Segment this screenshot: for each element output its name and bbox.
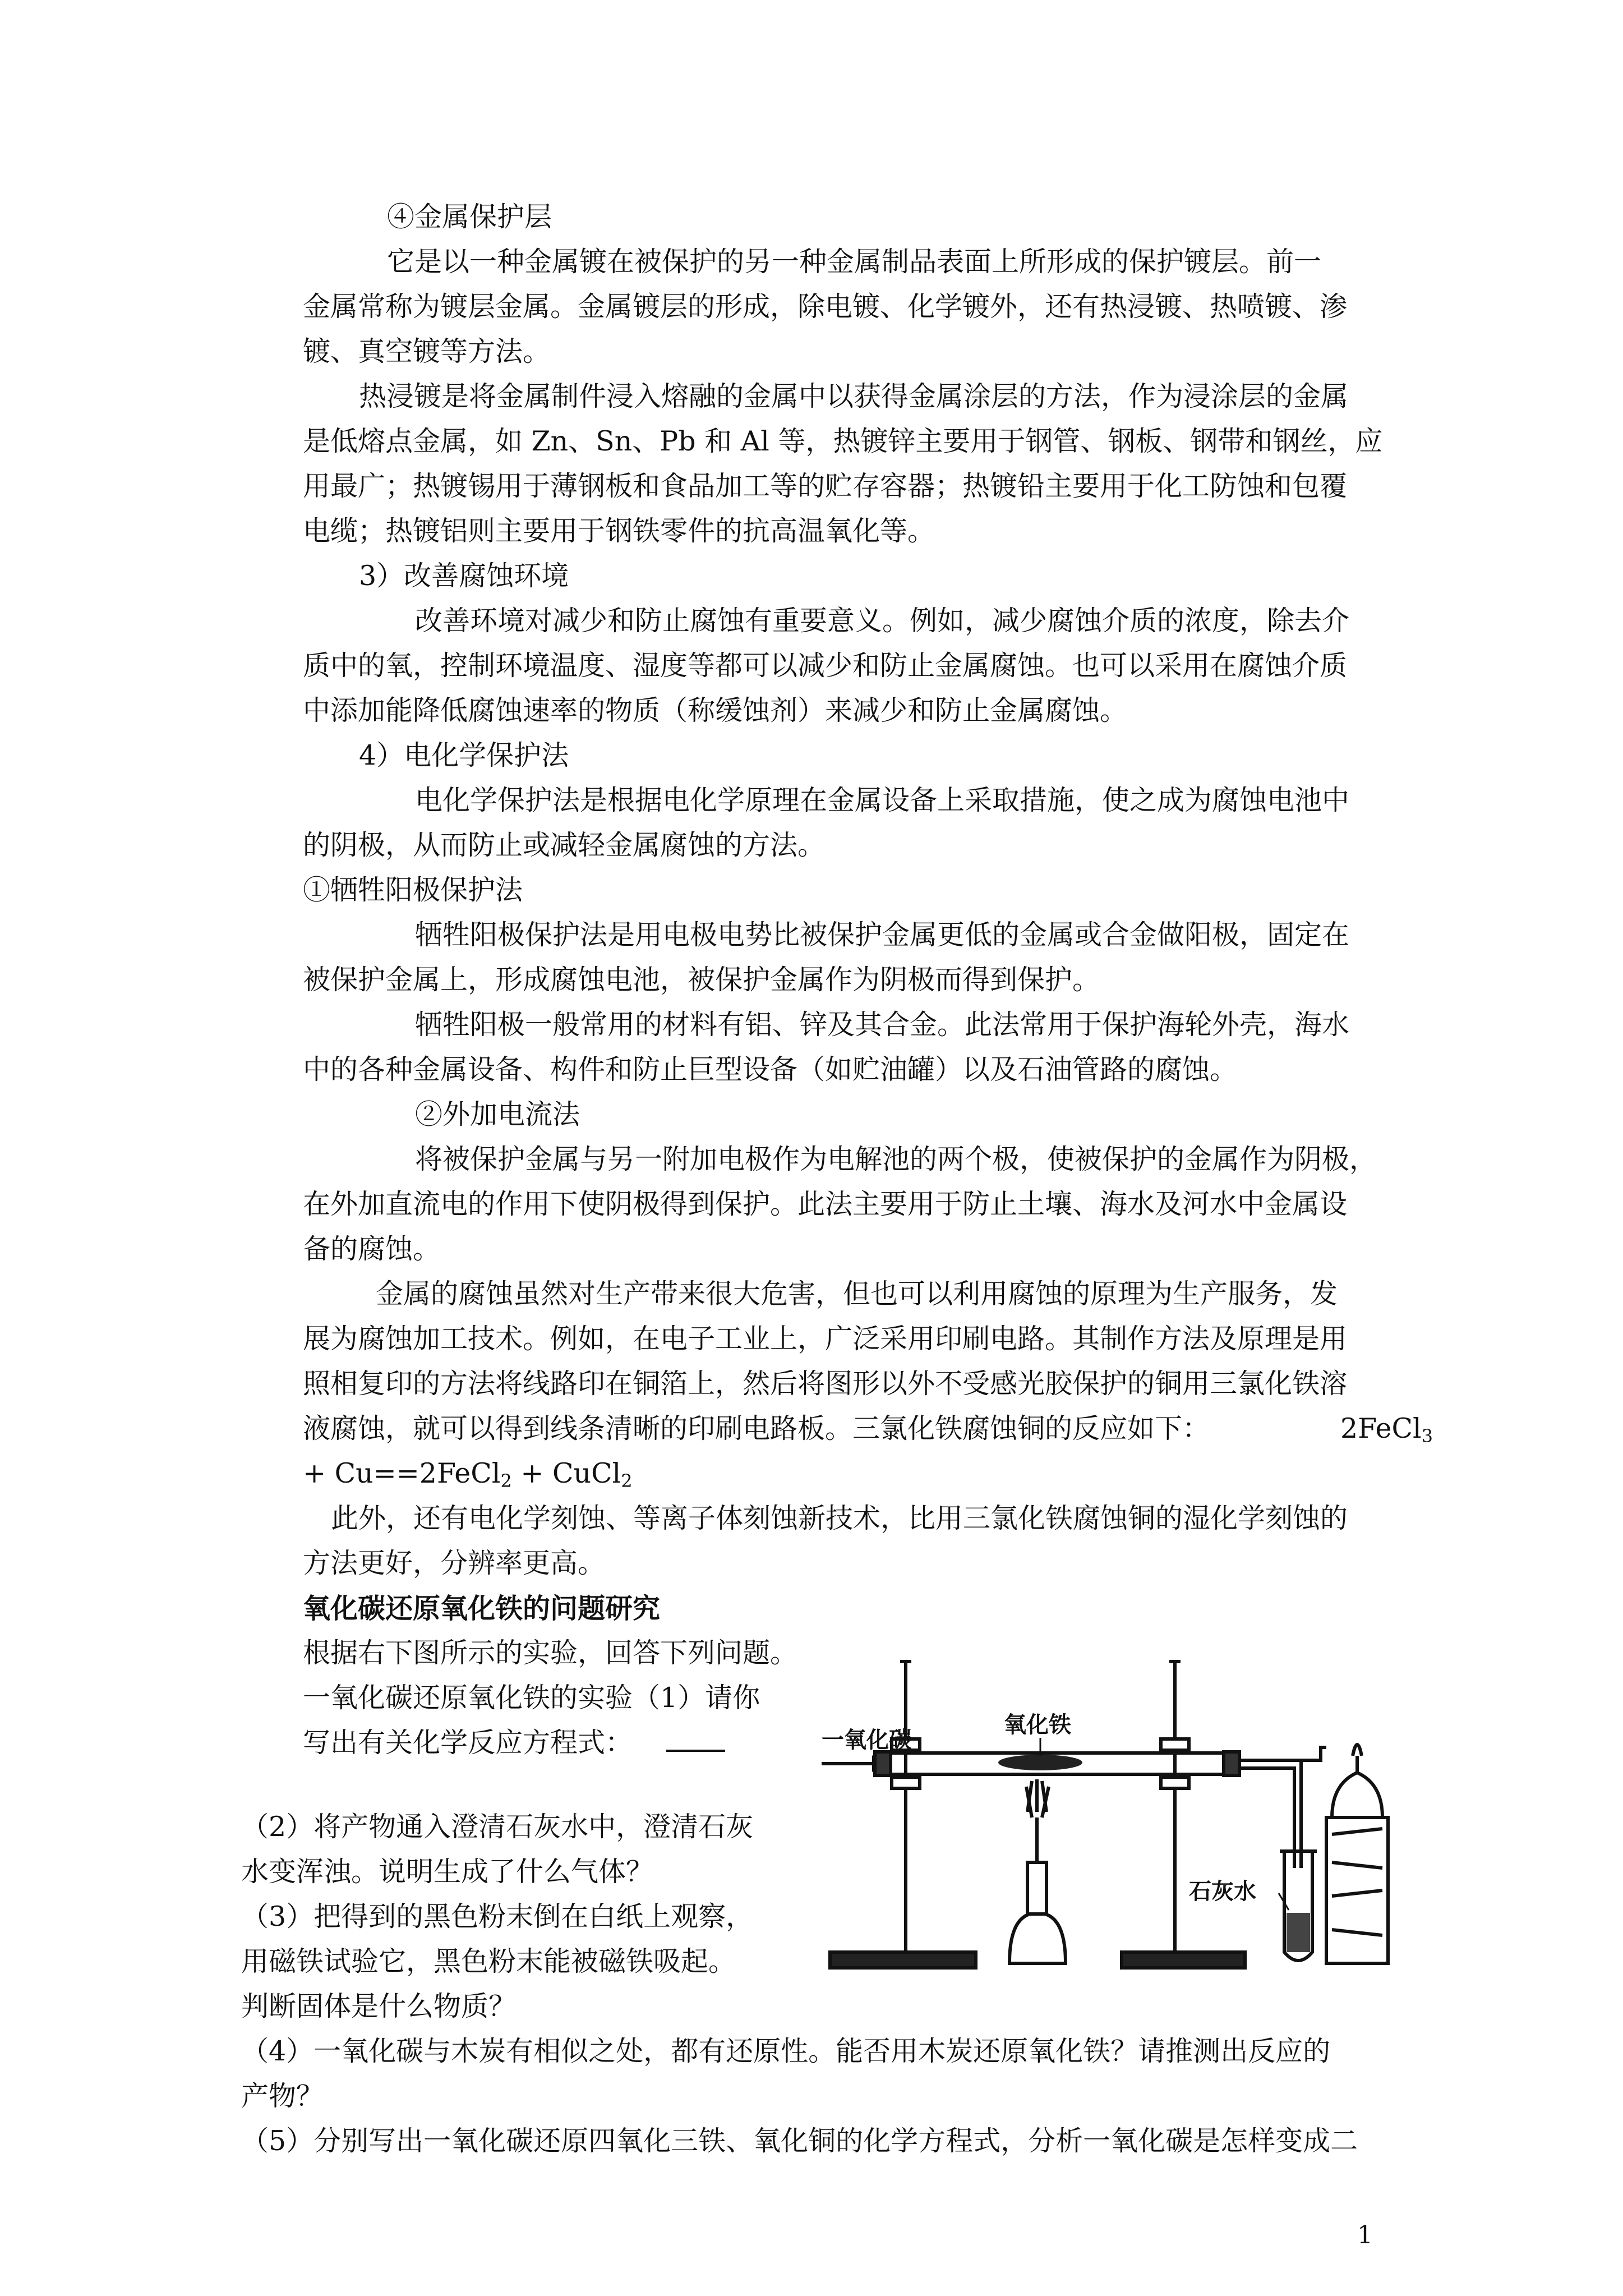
question-1-line: 一氧化碳还原氧化铁的实验（1）请你 [303,1682,760,1714]
section-title: 氧化碳还原氧化铁的问题研究 [303,1592,661,1625]
question-1-line: 写出有关化学反应方程式： [303,1723,725,1763]
paragraph-line: 方法更好，分辨率更高。 [303,1547,606,1579]
question-2-line: 水变浑浊。说明生成了什么气体？ [241,1856,654,1888]
paragraph-line: 被保护金属上，形成腐蚀电池，被保护金属作为阴极而得到保护。 [303,964,1100,996]
question-5-line: （5）分别写出一氧化碳还原四氧化三铁、氧化铜的化学方程式，分析一氧化碳是怎样变成二 [241,2125,1358,2157]
paragraph-line: 镀、真空镀等方法。 [303,335,551,367]
subheading-metal-coating: ④金属保护层 [387,201,552,233]
paragraph-line: 它是以一种金属镀在被保护的另一种金属制品表面上所形成的保护镀层。前一 [387,246,1322,278]
apparatus-diagram [819,1649,1402,1980]
burner-lamp [1332,1773,1382,1818]
answer-blank [666,1724,725,1752]
paragraph-line: 牺牲阳极一般常用的材料有铝、锌及其合金。此法常用于保护海轮外壳，海水 [415,1009,1350,1041]
question-4-line: 产物？ [241,2080,324,2112]
paragraph-line: 中添加能降低腐蚀速率的物质（称缓蚀剂）来减少和防止金属腐蚀。 [303,694,1128,726]
label-carbon-monoxide: 一氧化碳 [822,1727,911,1753]
paragraph-line: 展为腐蚀加工技术。例如，在电子工业上，广泛采用印刷电路。其制作方法及原理是用 [303,1323,1348,1355]
paragraph-line: 牺牲阳极保护法是用电极电势比被保护金属更低的金属或合金做阳极，固定在 [415,919,1350,951]
paragraph-line: 的阴极，从而防止或减轻金属腐蚀的方法。 [303,829,826,861]
paragraph-line: 电缆；热镀铝则主要用于钢铁零件的抗高温氧化等。 [303,515,935,547]
question-intro: 根据右下图所示的实验，回答下列问题。 [303,1637,798,1669]
question-4-line: （4）一氧化碳与木炭有相似之处，都有还原性。能否用木炭还原氧化铁？请推测出反应的 [241,2035,1331,2067]
left-stand-base [830,1952,976,1968]
paragraph-line: 中的各种金属设备、构件和防止巨型设备（如贮油罐）以及石油管路的腐蚀。 [303,1053,1238,1085]
paragraph-line: 是低熔点金属，如 Zn、Sn、Pb 和 Al 等，热镀锌主要用于钢管、钢板、钢带和钢丝，应 [303,425,1383,457]
iron-oxide-sample [998,1755,1082,1770]
question-2-line: （2）将产物通入澄清石灰水中，澄清石灰 [241,1811,754,1843]
paragraph-line: 金属常称为镀层金属。金属镀层的形成，除电镀、化学镀外，还有热浸镀、热喷镀、渗 [303,291,1348,323]
label-iron-oxide: 氧化铁 [1004,1712,1071,1738]
subheading-electrochemical-protection: 4）电化学保护法 [359,739,569,771]
subheading-sacrificial-anode: ①牺牲阳极保护法 [303,874,523,906]
limewater-liquid [1287,1913,1310,1952]
paragraph-line: 将被保护金属与另一附加电极作为电解池的两个极，使被保护的金属作为阴极， [415,1143,1377,1175]
label-limewater: 石灰水 [1189,1879,1256,1904]
right-stand-base [1122,1952,1245,1968]
alcohol-lamp [1009,1913,1066,1963]
paragraph-line: 质中的氧，控制环境温度、湿度等都可以减少和防止金属腐蚀。也可以采用在腐蚀介质 [303,650,1348,682]
paragraph-line: 在外加直流电的作用下使阴极得到保护。此法主要用于防止土壤、海水及河水中金属设 [303,1188,1348,1220]
paragraph-line: 液腐蚀，就可以得到线条清晰的印刷电路板。三氯化铁腐蚀铜的反应如下： [303,1412,1210,1444]
paragraph-line: 电化学保护法是根据电化学原理在金属设备上采取措施，使之成为腐蚀电池中 [415,784,1350,816]
paragraph-line: 此外，还有电化学刻蚀、等离子体刻蚀新技术，比用三氯化铁腐蚀铜的湿化学刻蚀的 [331,1502,1348,1534]
question-3-line: 判断固体是什么物质？ [241,1990,517,2022]
paragraph-line: 照相复印的方法将线路印在铜箔上，然后将图形以外不受感光胶保护的铜用三氯化铁溶 [303,1368,1348,1400]
subheading-improve-environment: 3）改善腐蚀环境 [359,560,569,592]
paragraph-line: 用最广；热镀锡用于薄钢板和食品加工等的贮存容器；热镀铅主要用于化工防蚀和包覆 [303,470,1348,502]
page-number: 1 [1357,2221,1373,2249]
equation-part-2: + Cu==2FeCl$_2$ + CuCl$_2$ [303,1457,633,1492]
burner-flame [1353,1745,1362,1756]
paragraph-line: 改善环境对减少和防止腐蚀有重要意义。例如，减少腐蚀介质的浓度，除去介 [415,605,1350,637]
equation-part-1: 2FeCl$_3$ [1340,1412,1433,1447]
paragraph-line: 备的腐蚀。 [303,1233,441,1265]
question-3-line: （3）把得到的黑色粉末倒在白纸上观察， [241,1901,754,1932]
paragraph-line: 热浸镀是将金属制件浸入熔融的金属中以获得金属涂层的方法，作为浸涂层的金属 [359,380,1349,412]
question-3-line: 用磁铁试验它，黑色粉末能被磁铁吸起。 [241,1945,736,1977]
subheading-impressed-current: ②外加电流法 [415,1098,580,1130]
paragraph-line: 金属的腐蚀虽然对生产带来很大危害，但也可以利用腐蚀的原理为生产服务，发 [376,1278,1338,1310]
